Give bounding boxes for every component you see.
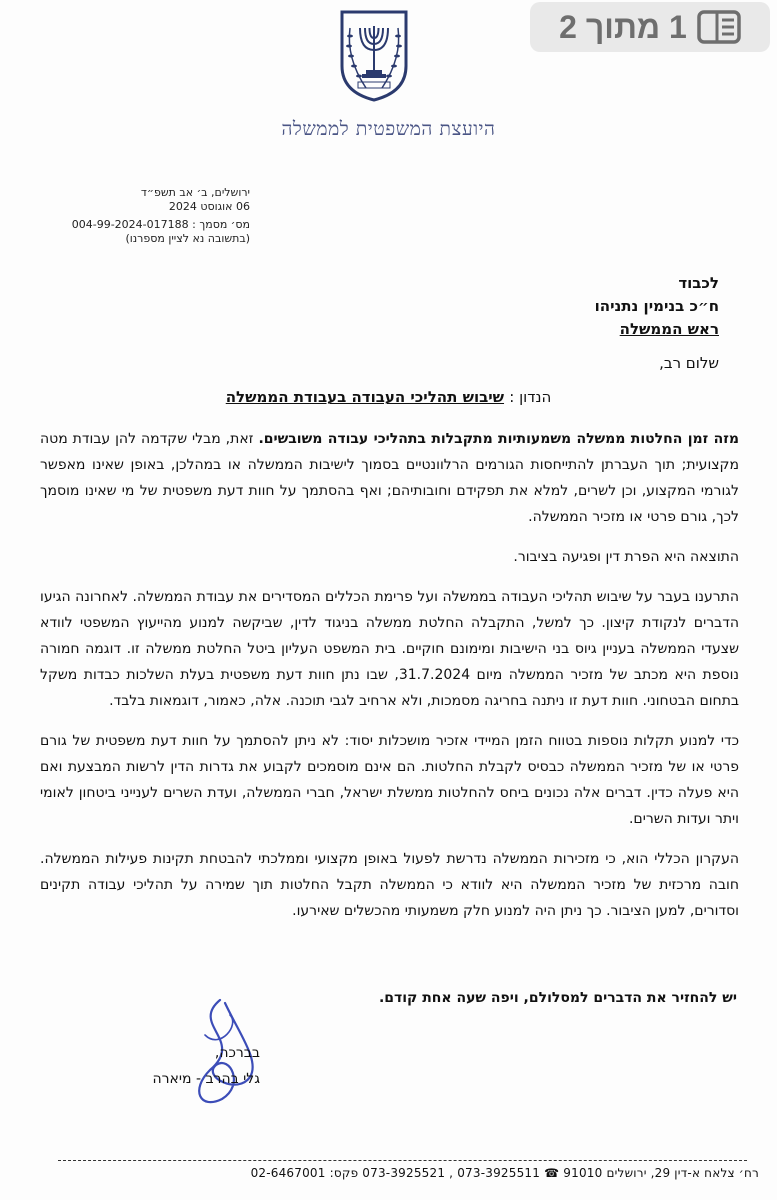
subject-line [0, 388, 777, 406]
page-counter-text: 1 מתוך 2 [559, 8, 687, 45]
body-paragraph: כדי למנוע תקלות נוספות בטווח הזמן המיידי אזכיר מושכלות יסוד: לא ניתן להסתמך על חוות דעת משפטית של גורם פרטי או של מזכיר הממשלה כבסיס לקבלת החלטות. הם אינם מוסמכים לקבוע את גדרות הדין לרשות המבצעת ואם היא פעלה כדין. דברים אלה נכונים ביחס להחלטות ממשלת ישראל, חברי הממשלה, ועדת השרים לענייני ביטחון לאומי ויתר ועדות השרים. [40, 733, 739, 827]
closing-line: יש להחזיר את הדברים למסלולם, ויפה שעה אחת קודם. [378, 990, 737, 1006]
reference-note: (בתשובה נא לציין מספרנו) [125, 232, 250, 245]
office-title: היועצת המשפטית לממשלה [281, 118, 496, 140]
body-paragraph-lead: מזה זמן החלטות ממשלה משמעותיות מתקבלות בתהליכי עבודה משובשים. [258, 431, 739, 447]
letter-meta [30, 186, 250, 246]
signature-salutation: בברכה, [214, 1045, 260, 1061]
page-counter-badge[interactable] [530, 2, 770, 52]
body-paragraph: העקרון הכללי הוא, כי מזכירות הממשלה נדרשת לפעול באופן מקצועי וממלכתי להבטחת תקינות פעילות הממשלה. חובה מרכזית של מזכיר הממשלה היא לוודא כי הממשלה תקבל החלטות תוך שמירה על תהליכי עבודה תקינים וסדורים, למען הציבור. כך ניתן היה למנוע חלק משמעותי מהכשלים שאירעו. [40, 851, 739, 919]
subject-label: הנדון : [509, 388, 552, 406]
letter-body [40, 426, 739, 938]
footer-divider [58, 1160, 747, 1161]
subject-text: שיבוש תהליכי העבודה בעבודת הממשלה [225, 388, 505, 406]
recipient-name: ח״כ בנימין נתניהו [594, 297, 719, 315]
body-paragraph [40, 426, 739, 530]
state-emblem-icon [336, 8, 412, 102]
date-hebrew: ירושלים, ב׳ אב תשפ״ד [140, 186, 250, 199]
signature-block [120, 1040, 260, 1092]
page-view-icon[interactable] [697, 10, 741, 44]
date-gregorian: 06 אוגוסט 2024 [168, 200, 250, 213]
body-paragraph: התרענו בעבר על שיבוש תהליכי העבודה בממשלה ועל פרימת הכללים המסדירים את עבודת הממשלה. לאחרונה הגיעו הדברים לנקודת קיצון. כך למשל, התקבלה החלטת ממשלה בניגוד לדין, שביקשה למנוע מהייעוץ המשפטי לוודא שצעדי הממשלה בעניין גיוס בני הישיבות ומימונם חוקיים. בית המשפט העליון ביטל החלטת ממשלה זו. דוגמה חמורה נוספת היא מכתב של מזכיר הממשלה מיום 31.7.2024, שבו נתן חוות דעת משפטית בעלת השלכות כבדות משקל בתחום הבטחוני. חוות דעת זו ניתנה בחריגה מסמכות, ולא ארחיב לגבי תוכנה. אלה, כאמור, דוגמאות בלבד. [40, 589, 739, 709]
document-reference: מס׳ מסמך : 004-99-2024-017188 [71, 218, 250, 231]
greeting: שלום רב, [659, 354, 719, 372]
recipient-block [419, 272, 719, 341]
recipient-to: לכבוד [678, 274, 719, 292]
recipient-title: ראש הממשלה [619, 320, 719, 338]
body-paragraph: התוצאה היא הפרת דין ופגיעה בציבור. [513, 549, 739, 565]
signature-name: גלי בהרב - מיארה [152, 1071, 260, 1087]
footer-address: רח׳ צלאח א-דין 29, ירושלים 91010 ☎ 073-3925511 , 073-3925521 פקס: 02-6467001 [250, 1166, 759, 1180]
body-paragraph-rest: זאת, מבלי שקדמה להן עבודת מטה מקצועית; תוך העברתן להתייחסות הגורמים הרלוונטיים בסמוך לישיבות הממשלה או במהלכן, באופן שאינו מאפשר לגורמי המקצוע, וכן לשרים, למלא את תפקידם וחובותיהם; ואף בהסתמך על חוות דעת משפטית של מי שאינו מוסמך לכך, גורם פרטי או מזכיר הממשלה. [40, 431, 739, 525]
